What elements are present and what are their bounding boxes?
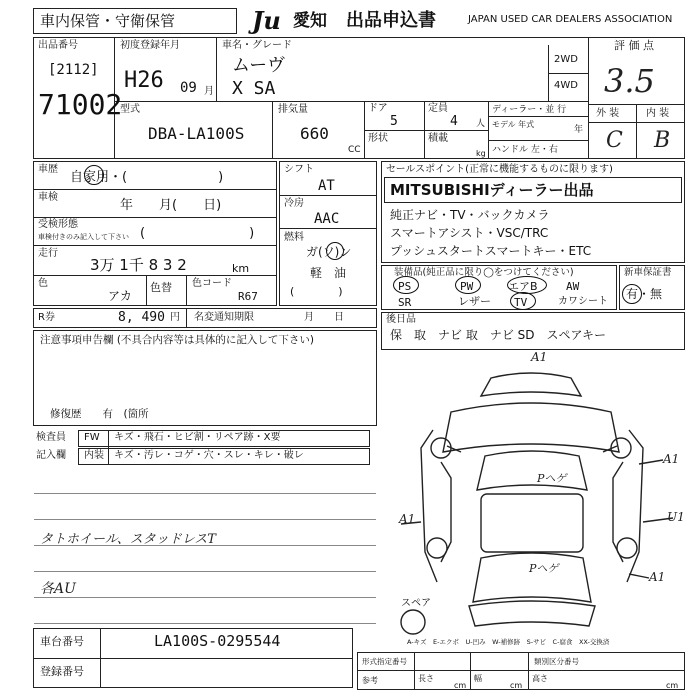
color-code: R67 xyxy=(238,290,258,303)
color-code-label: 色コード xyxy=(192,278,232,289)
color-value: アカ xyxy=(108,289,132,303)
displacement-unit: CC xyxy=(348,145,361,155)
evaluation-label: 評 価 点 xyxy=(614,39,654,52)
history-label: 車歴 xyxy=(38,164,58,175)
equip-airbag: エアB xyxy=(508,280,538,293)
doors-label: ドア xyxy=(368,103,388,114)
vehicle-name-label: 車名・グレード xyxy=(222,40,292,51)
equip-aw: AW xyxy=(566,280,580,293)
lot-number-label: 出品番号 xyxy=(38,40,78,51)
deadline-unit: 月 日 xyxy=(304,312,344,323)
selling-point-3: プッシュスタートスマートキー・ETC xyxy=(390,244,592,258)
evaluation-score: 3.5 xyxy=(604,62,655,100)
interior-label: 内 装 xyxy=(646,108,670,119)
shape-label: 形状 xyxy=(368,133,388,144)
caution-label: 注意事項申告欄 (不具合内容等は具体的に記入して下さい) xyxy=(40,334,315,346)
mileage-value: 3万 1千 8 3 2 xyxy=(90,256,187,274)
model-year-unit: 年 xyxy=(574,125,584,135)
association-name: JAPAN USED CAR DEALERS ASSOCIATION xyxy=(468,14,673,25)
repair-history-label: 修復歴 有 (箇所 xyxy=(50,408,149,420)
damage-mark-rear: A1 xyxy=(649,570,666,584)
recycle-unit: 円 xyxy=(170,312,180,323)
diagram-note-rear: Pヘゲ xyxy=(529,562,559,575)
load-unit: kg xyxy=(476,149,486,158)
interior-row-label: 内装 xyxy=(84,450,104,461)
lot-number: 71002 xyxy=(38,88,123,121)
displacement: 660 xyxy=(300,124,329,143)
handle-label: ハンドル 左・右 xyxy=(492,145,558,155)
damage-legend: A-キズ E-エクボ U-凹み W-補修跡 S-サビ C-腐食 XX-交換済 xyxy=(407,638,610,646)
load-label: 積載 xyxy=(428,133,448,144)
equip-seat: カワシート xyxy=(558,296,608,307)
airbag-circle xyxy=(507,276,547,294)
color-changed-label: 色替 xyxy=(150,281,172,294)
recycle-label: R券 xyxy=(38,312,55,323)
diagram-note-front: Pヘゲ xyxy=(537,472,567,485)
height-unit: cm xyxy=(666,681,679,690)
fuel-diesel: 軽 油 xyxy=(310,266,347,280)
aircon-value: AAC xyxy=(314,211,340,227)
chassis-label: 車台番号 xyxy=(40,635,84,648)
inspection-label: 車検 xyxy=(38,192,58,203)
fuel-label: 燃料 xyxy=(284,232,304,243)
length-unit: cm xyxy=(454,681,467,690)
interior-grade: B xyxy=(654,128,671,153)
damage-mark-right-front: A1 xyxy=(663,452,680,466)
later-items: 保 取 ナビ 取 ナビ SD スペアキー xyxy=(390,328,607,342)
vehicle-name: ムーヴ xyxy=(232,55,286,76)
gasoline-circle xyxy=(326,242,344,260)
model-label: 型式 xyxy=(120,104,140,115)
handwritten-note-2: 各AU xyxy=(40,581,76,597)
damage-mark-left: A1 xyxy=(399,512,416,526)
fw-label: FW xyxy=(84,432,100,443)
selling-point-2: スマートアシスト・VSC/TRC xyxy=(390,226,549,240)
private-use-circle xyxy=(84,165,104,185)
inspector-entry-label: 記入欄 xyxy=(36,450,66,461)
equip-ps: PS xyxy=(398,280,412,293)
equip-leather: レザー xyxy=(458,295,491,308)
transfer-note: 車検付きのみ記入して下さい xyxy=(38,233,129,241)
selling-points-label: セールスポイント(正常に機能するものに限ります) xyxy=(386,164,613,175)
mileage-label: 走行 xyxy=(38,248,58,259)
history-value: 自家用・( ) xyxy=(70,170,224,185)
chassis-number: LA100S-0295544 xyxy=(154,632,281,650)
drive-4wd: 4WD xyxy=(554,80,578,91)
model-year-label: モデル 年式 xyxy=(492,120,535,129)
mileage-unit: km xyxy=(232,262,250,275)
capacity: 4 xyxy=(450,114,458,129)
spare-label: スペア xyxy=(401,598,431,609)
warranty-label: 新車保証書 xyxy=(624,267,672,278)
fuel-gasoline: ガ(ソ)ン xyxy=(306,245,352,259)
reference-label: 参考 xyxy=(362,676,378,685)
form-title: 出品申込書 xyxy=(346,10,436,31)
recycle-amount: 8, 490 xyxy=(118,310,165,325)
shift-label: シフト xyxy=(284,164,314,175)
class-number-label: 類別区分番号 xyxy=(534,657,579,666)
model-code: DBA-LA100S xyxy=(148,124,245,143)
deadline-label: 名変通知期限 xyxy=(194,312,254,323)
displacement-label: 排気量 xyxy=(278,104,308,115)
capacity-label: 定員 xyxy=(428,103,448,114)
vehicle-grade: X SA xyxy=(232,78,276,99)
doors: 5 xyxy=(390,114,398,129)
height-label: 高さ xyxy=(532,674,548,683)
tv-circle xyxy=(510,292,536,310)
storage-options: 車内保管・守衛保管 xyxy=(40,12,176,30)
exterior-label: 外 装 xyxy=(596,108,620,119)
length-label: 長さ xyxy=(418,674,434,683)
registration-number-label: 登録番号 xyxy=(40,665,84,678)
vehicle-damage-diagram xyxy=(381,352,685,648)
shift-value: AT xyxy=(318,178,335,194)
dealer-label: ディーラー・並 行 xyxy=(492,105,567,115)
equipment-label: 装備品(純正品に限り◯をつけてください) xyxy=(394,267,574,278)
width-unit: cm xyxy=(510,681,523,690)
equip-sr: SR xyxy=(398,296,412,309)
aircon-label: 冷房 xyxy=(284,198,304,209)
warranty-yes-circle xyxy=(622,284,642,304)
type-number-label: 形式指定番号 xyxy=(362,657,407,666)
ps-circle xyxy=(393,276,419,294)
later-items-label: 後日品 xyxy=(386,314,416,325)
color-label: 色 xyxy=(38,278,48,289)
lot-sub-number: [2112] xyxy=(48,62,99,78)
handwritten-note-1: タトホイール、スタッドレスT xyxy=(40,532,216,547)
transfer-value: ( ) xyxy=(140,226,255,241)
selling-point-1: 純正ナビ・TV・バックカメラ xyxy=(390,208,550,222)
registration-month: 09 xyxy=(180,80,197,96)
first-registration-label: 初度登録年月 xyxy=(120,40,180,51)
brand-region: 愛知 xyxy=(293,11,327,31)
damage-mark-front: A1 xyxy=(531,350,548,364)
registration-year: H26 xyxy=(124,68,164,93)
ju-logo: Ju xyxy=(252,6,281,35)
equip-pw: PW xyxy=(460,280,474,293)
inspection-value: 年 月( 日) xyxy=(120,198,222,213)
capacity-unit: 人 xyxy=(476,119,486,129)
fw-items: キズ・飛石・ヒビ割・リペア跡・X要 xyxy=(114,432,281,443)
interior-items: キズ・汚レ・コゲ・穴・スレ・キレ・破レ xyxy=(114,450,304,461)
drive-2wd: 2WD xyxy=(554,54,578,65)
inspector-label: 検査員 xyxy=(36,432,66,443)
width-label: 幅 xyxy=(474,674,482,683)
damage-mark-right-rear: U1 xyxy=(667,510,685,524)
exterior-grade: C xyxy=(606,128,623,153)
warranty-value: 有・無 xyxy=(626,287,663,301)
registration-month-unit: 月 xyxy=(204,86,214,97)
pw-circle xyxy=(455,276,481,294)
transfer-label: 受検形態 xyxy=(38,219,78,230)
equip-tv: TV xyxy=(514,296,528,309)
fuel-other: ( ) xyxy=(290,285,343,298)
selling-points-headline: MITSUBISHIディーラー出品 xyxy=(390,181,594,199)
